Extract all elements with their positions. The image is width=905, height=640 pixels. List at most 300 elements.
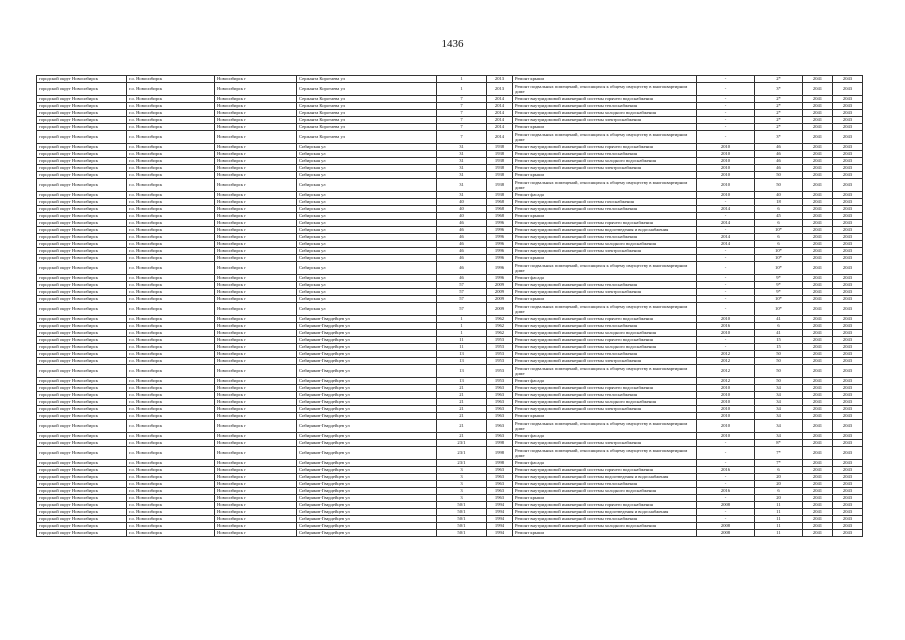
last-repair-year-cell: - (697, 255, 755, 262)
district-cell: г.о. Новосибирск (127, 474, 215, 481)
street-cell: Сибиряков-Гвардейцев ул (297, 467, 437, 474)
street-cell: Сибиряков-Гвардейцев ул (297, 385, 437, 392)
table-row (37, 365, 863, 378)
city-cell: Новосибирск г (215, 392, 297, 399)
build-year-cell: 1963 (487, 399, 513, 406)
build-year-cell: 1994 (487, 530, 513, 537)
house-number-cell: 31 (437, 144, 487, 151)
last-repair-year-cell: - (697, 199, 755, 206)
municipality-cell: городской округ Новосибирск (37, 165, 127, 172)
city-cell: Новосибирск г (215, 447, 297, 460)
last-repair-year-cell: 2008 (697, 502, 755, 509)
work-type-cell: Ремонт внутридомовой инженерной системы холодного водоснабжения (513, 330, 697, 337)
build-year-cell: 2014 (487, 131, 513, 144)
work-type-cell: Ремонт подвальных помещений, относящихся к общему имуществу в многоквартирном доме (513, 179, 697, 192)
table-row (37, 440, 863, 447)
street-cell: Сибиряков-Гвардейцев ул (297, 344, 437, 351)
house-number-cell: 46 (437, 262, 487, 275)
house-number-cell: 57 (437, 296, 487, 303)
last-repair-year-cell: - (697, 289, 755, 296)
plan-start-cell: 2041 (803, 385, 833, 392)
plan-end-cell: 2043 (833, 365, 863, 378)
work-type-cell: Ремонт внутридомовой инженерной системы теплоснабжения (513, 481, 697, 488)
work-type-cell: Ремонт внутридомовой инженерной системы водоотведения и водоснабжения (513, 509, 697, 516)
wear-percent-cell: 20 (755, 481, 803, 488)
city-cell: Новосибирск г (215, 467, 297, 474)
street-cell: Сибиряков-Гвардейцев ул (297, 433, 437, 440)
street-cell: Сибирская ул (297, 303, 437, 316)
house-number-cell: 50/1 (437, 502, 487, 509)
city-cell: Новосибирск г (215, 530, 297, 537)
plan-start-cell: 2041 (803, 358, 833, 365)
last-repair-year-cell: 2010 (697, 192, 755, 199)
municipality-cell: городской округ Новосибирск (37, 509, 127, 516)
last-repair-year-cell: 2016 (697, 488, 755, 495)
build-year-cell: 1938 (487, 172, 513, 179)
table-row (37, 399, 863, 406)
plan-start-cell: 2041 (803, 330, 833, 337)
plan-start-cell: 2041 (803, 199, 833, 206)
table-row (37, 495, 863, 502)
house-number-cell: 40 (437, 213, 487, 220)
plan-start-cell: 2041 (803, 433, 833, 440)
last-repair-year-cell: 2010 (697, 165, 755, 172)
city-cell: Новосибирск г (215, 351, 297, 358)
city-cell: Новосибирск г (215, 282, 297, 289)
municipality-cell: городской округ Новосибирск (37, 296, 127, 303)
last-repair-year-cell: - (697, 275, 755, 282)
last-repair-year-cell: 2010 (697, 172, 755, 179)
table-row (37, 151, 863, 158)
wear-percent-cell: 46 (755, 144, 803, 151)
table-row (37, 248, 863, 255)
house-number-cell: 31 (437, 158, 487, 165)
city-cell: Новосибирск г (215, 303, 297, 316)
wear-percent-cell: 11 (755, 516, 803, 523)
last-repair-year-cell: 2014 (697, 234, 755, 241)
street-cell: Сибиряков-Гвардейцев ул (297, 495, 437, 502)
house-number-cell: 21 (437, 406, 487, 413)
city-cell: Новосибирск г (215, 420, 297, 433)
plan-end-cell: 2043 (833, 103, 863, 110)
street-cell: Сибиряков-Гвардейцев ул (297, 413, 437, 420)
wear-percent-cell: 6 (755, 488, 803, 495)
municipality-cell: городской округ Новосибирск (37, 378, 127, 385)
municipality-cell: городской округ Новосибирск (37, 516, 127, 523)
house-number-cell: 11 (437, 344, 487, 351)
build-year-cell: 2014 (487, 117, 513, 124)
table-row (37, 96, 863, 103)
build-year-cell: 1994 (487, 509, 513, 516)
build-year-cell: 1998 (487, 447, 513, 460)
work-type-cell: Ремонт внутридомовой инженерной системы горячего водоснабжения (513, 144, 697, 151)
plan-start-cell: 2041 (803, 96, 833, 103)
municipality-cell: городской округ Новосибирск (37, 241, 127, 248)
last-repair-year-cell: 2010 (697, 151, 755, 158)
table-row (37, 199, 863, 206)
house-number-cell: 31 (437, 172, 487, 179)
last-repair-year-cell: - (697, 96, 755, 103)
last-repair-year-cell: - (697, 213, 755, 220)
street-cell: Сибирская ул (297, 179, 437, 192)
wear-percent-cell: 9* (755, 282, 803, 289)
build-year-cell: 1938 (487, 158, 513, 165)
district-cell: г.о. Новосибирск (127, 351, 215, 358)
work-type-cell: Ремонт внутридомовой инженерной системы электроснабжения (513, 117, 697, 124)
table-row (37, 413, 863, 420)
table-row (37, 420, 863, 433)
city-cell: Новосибирск г (215, 213, 297, 220)
district-cell: г.о. Новосибирск (127, 199, 215, 206)
plan-end-cell: 2043 (833, 289, 863, 296)
street-cell: Сержанта Коротаева ул (297, 110, 437, 117)
build-year-cell: 1938 (487, 179, 513, 192)
municipality-cell: городской округ Новосибирск (37, 275, 127, 282)
wear-percent-cell: 41 (755, 316, 803, 323)
wear-percent-cell: 20 (755, 474, 803, 481)
street-cell: Сержанта Коротаева ул (297, 117, 437, 124)
plan-start-cell: 2041 (803, 220, 833, 227)
house-number-cell: 7 (437, 131, 487, 144)
city-cell: Новосибирск г (215, 83, 297, 96)
district-cell: г.о. Новосибирск (127, 303, 215, 316)
street-cell: Сержанта Коротаева ул (297, 131, 437, 144)
wear-percent-cell: 34 (755, 406, 803, 413)
district-cell: г.о. Новосибирск (127, 76, 215, 83)
last-repair-year-cell: - (697, 83, 755, 96)
plan-end-cell: 2043 (833, 488, 863, 495)
plan-end-cell: 2043 (833, 447, 863, 460)
table-row (37, 234, 863, 241)
table-row (37, 330, 863, 337)
table-row (37, 358, 863, 365)
work-type-cell: Ремонт внутридомовой инженерной системы горячего водоснабжения (513, 502, 697, 509)
house-number-cell: 46 (437, 275, 487, 282)
city-cell: Новосибирск г (215, 289, 297, 296)
build-year-cell: 1953 (487, 351, 513, 358)
district-cell: г.о. Новосибирск (127, 337, 215, 344)
street-cell: Сибиряков-Гвардейцев ул (297, 481, 437, 488)
last-repair-year-cell: - (697, 76, 755, 83)
plan-start-cell: 2041 (803, 392, 833, 399)
build-year-cell: 1962 (487, 330, 513, 337)
municipality-cell: городской округ Новосибирск (37, 179, 127, 192)
table-row (37, 474, 863, 481)
city-cell: Новосибирск г (215, 502, 297, 509)
plan-start-cell: 2041 (803, 248, 833, 255)
plan-start-cell: 2041 (803, 378, 833, 385)
district-cell: г.о. Новосибирск (127, 282, 215, 289)
municipality-cell: городской округ Новосибирск (37, 192, 127, 199)
last-repair-year-cell: 2014 (697, 220, 755, 227)
plan-end-cell: 2043 (833, 192, 863, 199)
plan-start-cell: 2041 (803, 165, 833, 172)
district-cell: г.о. Новосибирск (127, 365, 215, 378)
work-type-cell: Ремонт внутридомовой инженерной системы теплоснабжения (513, 282, 697, 289)
last-repair-year-cell: - (697, 303, 755, 316)
district-cell: г.о. Новосибирск (127, 358, 215, 365)
plan-end-cell: 2043 (833, 303, 863, 316)
plan-end-cell: 2043 (833, 158, 863, 165)
street-cell: Сибирская ул (297, 165, 437, 172)
work-type-cell: Ремонт внутридомовой инженерной системы теплоснабжения (513, 351, 697, 358)
house-number-cell: 1 (437, 316, 487, 323)
wear-percent-cell: 10* (755, 248, 803, 255)
last-repair-year-cell: 2010 (697, 316, 755, 323)
last-repair-year-cell: - (697, 460, 755, 467)
plan-end-cell: 2043 (833, 420, 863, 433)
build-year-cell: 1963 (487, 474, 513, 481)
city-cell: Новосибирск г (215, 516, 297, 523)
city-cell: Новосибирск г (215, 144, 297, 151)
table-row (37, 516, 863, 523)
city-cell: Новосибирск г (215, 365, 297, 378)
build-year-cell: 1998 (487, 440, 513, 447)
plan-start-cell: 2041 (803, 158, 833, 165)
wear-percent-cell: 11 (755, 502, 803, 509)
plan-start-cell: 2041 (803, 460, 833, 467)
table-row (37, 385, 863, 392)
last-repair-year-cell: 2010 (697, 144, 755, 151)
build-year-cell: 1998 (487, 460, 513, 467)
work-type-cell: Ремонт крыши (513, 76, 697, 83)
city-cell: Новосибирск г (215, 96, 297, 103)
street-cell: Сибирская ул (297, 144, 437, 151)
plan-start-cell: 2041 (803, 509, 833, 516)
street-cell: Сибирская ул (297, 241, 437, 248)
work-type-cell: Ремонт внутридомовой инженерной системы горячего водоснабжения (513, 385, 697, 392)
plan-end-cell: 2043 (833, 330, 863, 337)
plan-end-cell: 2043 (833, 440, 863, 447)
last-repair-year-cell: - (697, 227, 755, 234)
house-number-cell: 57 (437, 282, 487, 289)
plan-start-cell: 2041 (803, 289, 833, 296)
table-row (37, 316, 863, 323)
wear-percent-cell: 50 (755, 378, 803, 385)
plan-end-cell: 2043 (833, 117, 863, 124)
plan-start-cell: 2041 (803, 110, 833, 117)
plan-end-cell: 2043 (833, 358, 863, 365)
last-repair-year-cell: 2010 (697, 433, 755, 440)
municipality-cell: городской округ Новосибирск (37, 248, 127, 255)
table-row (37, 378, 863, 385)
work-type-cell: Ремонт внутридомовой инженерной системы водоотведения и водоснабжения (513, 474, 697, 481)
wear-percent-cell: 6 (755, 241, 803, 248)
plan-end-cell: 2043 (833, 110, 863, 117)
street-cell: Сибирская ул (297, 227, 437, 234)
street-cell: Сибиряков-Гвардейцев ул (297, 323, 437, 330)
municipality-cell: городской округ Новосибирск (37, 199, 127, 206)
municipality-cell: городской округ Новосибирск (37, 255, 127, 262)
table-row (37, 255, 863, 262)
district-cell: г.о. Новосибирск (127, 192, 215, 199)
house-number-cell: 31 (437, 192, 487, 199)
street-cell: Сибирская ул (297, 172, 437, 179)
wear-percent-cell: 18 (755, 199, 803, 206)
district-cell: г.о. Новосибирск (127, 117, 215, 124)
work-type-cell: Ремонт внутридомовой инженерной системы горячего водоснабжения (513, 96, 697, 103)
work-type-cell: Ремонт подвальных помещений, относящихся к общему имуществу в многоквартирном доме (513, 262, 697, 275)
build-year-cell: 1963 (487, 433, 513, 440)
plan-start-cell: 2041 (803, 76, 833, 83)
last-repair-year-cell: - (697, 344, 755, 351)
house-number-cell: 50/1 (437, 516, 487, 523)
municipality-cell: городской округ Новосибирск (37, 447, 127, 460)
street-cell: Сибиряков-Гвардейцев ул (297, 488, 437, 495)
build-year-cell: 2014 (487, 103, 513, 110)
plan-start-cell: 2041 (803, 172, 833, 179)
district-cell: г.о. Новосибирск (127, 481, 215, 488)
house-number-cell: 7 (437, 124, 487, 131)
plan-start-cell: 2041 (803, 523, 833, 530)
plan-end-cell: 2043 (833, 248, 863, 255)
work-type-cell: Ремонт внутридомовой инженерной системы холодного водоснабжения (513, 241, 697, 248)
plan-start-cell: 2041 (803, 151, 833, 158)
city-cell: Новосибирск г (215, 117, 297, 124)
district-cell: г.о. Новосибирск (127, 220, 215, 227)
street-cell: Сибиряков-Гвардейцев ул (297, 358, 437, 365)
table-row (37, 351, 863, 358)
plan-end-cell: 2043 (833, 151, 863, 158)
work-type-cell: Ремонт внутридомовой инженерной системы теплоснабжения (513, 323, 697, 330)
wear-percent-cell: 2* (755, 117, 803, 124)
plan-start-cell: 2041 (803, 481, 833, 488)
build-year-cell: 1996 (487, 227, 513, 234)
district-cell: г.о. Новосибирск (127, 495, 215, 502)
plan-end-cell: 2043 (833, 530, 863, 537)
table-row (37, 262, 863, 275)
street-cell: Сибиряков-Гвардейцев ул (297, 392, 437, 399)
work-type-cell: Ремонт подвальных помещений, относящихся к общему имуществу в многоквартирном доме (513, 420, 697, 433)
house-number-cell: 23/1 (437, 440, 487, 447)
wear-percent-cell: 2* (755, 76, 803, 83)
build-year-cell: 2014 (487, 124, 513, 131)
wear-percent-cell: 10* (755, 255, 803, 262)
table-row (37, 467, 863, 474)
plan-end-cell: 2043 (833, 296, 863, 303)
table-row (37, 241, 863, 248)
plan-end-cell: 2043 (833, 172, 863, 179)
district-cell: г.о. Новосибирск (127, 509, 215, 516)
municipality-cell: городской округ Новосибирск (37, 481, 127, 488)
wear-percent-cell: 11 (755, 523, 803, 530)
last-repair-year-cell: - (697, 282, 755, 289)
municipality-cell: городской округ Новосибирск (37, 467, 127, 474)
table-row (37, 481, 863, 488)
wear-percent-cell: 20 (755, 495, 803, 502)
house-number-cell: 50/1 (437, 530, 487, 537)
plan-start-cell: 2041 (803, 365, 833, 378)
plan-start-cell: 2041 (803, 495, 833, 502)
last-repair-year-cell: 2012 (697, 378, 755, 385)
house-number-cell: 50/1 (437, 509, 487, 516)
plan-end-cell: 2043 (833, 316, 863, 323)
wear-percent-cell: 10* (755, 296, 803, 303)
table-row (37, 172, 863, 179)
build-year-cell: 2013 (487, 83, 513, 96)
plan-end-cell: 2043 (833, 262, 863, 275)
plan-start-cell: 2041 (803, 467, 833, 474)
city-cell: Новосибирск г (215, 399, 297, 406)
work-type-cell: Ремонт внутридомовой инженерной системы теплоснабжения (513, 392, 697, 399)
work-type-cell: Ремонт внутридомовой инженерной системы электроснабжения (513, 289, 697, 296)
municipality-cell: городской округ Новосибирск (37, 392, 127, 399)
wear-percent-cell: 6 (755, 323, 803, 330)
build-year-cell: 1994 (487, 516, 513, 523)
plan-start-cell: 2041 (803, 516, 833, 523)
plan-end-cell: 2043 (833, 337, 863, 344)
street-cell: Сибиряков-Гвардейцев ул (297, 316, 437, 323)
municipality-cell: городской округ Новосибирск (37, 440, 127, 447)
build-year-cell: 1963 (487, 495, 513, 502)
municipality-cell: городской округ Новосибирск (37, 399, 127, 406)
city-cell: Новосибирск г (215, 523, 297, 530)
plan-end-cell: 2043 (833, 213, 863, 220)
street-cell: Сибирская ул (297, 220, 437, 227)
house-number-cell: 3 (437, 488, 487, 495)
wear-percent-cell: 34 (755, 392, 803, 399)
table-row (37, 523, 863, 530)
table-row (37, 144, 863, 151)
plan-end-cell: 2043 (833, 406, 863, 413)
plan-start-cell: 2041 (803, 262, 833, 275)
city-cell: Новосибирск г (215, 474, 297, 481)
street-cell: Сибирская ул (297, 289, 437, 296)
city-cell: Новосибирск г (215, 337, 297, 344)
street-cell: Сержанта Коротаева ул (297, 96, 437, 103)
plan-end-cell: 2043 (833, 241, 863, 248)
house-number-cell: 40 (437, 199, 487, 206)
street-cell: Сибиряков-Гвардейцев ул (297, 399, 437, 406)
table-row (37, 213, 863, 220)
table-row (37, 206, 863, 213)
house-number-cell: 7 (437, 117, 487, 124)
house-number-cell: 21 (437, 399, 487, 406)
district-cell: г.о. Новосибирск (127, 289, 215, 296)
build-year-cell: 1996 (487, 241, 513, 248)
last-repair-year-cell: - (697, 262, 755, 275)
district-cell: г.о. Новосибирск (127, 330, 215, 337)
last-repair-year-cell: 2012 (697, 358, 755, 365)
table-row (37, 303, 863, 316)
city-cell: Новосибирск г (215, 110, 297, 117)
plan-end-cell: 2043 (833, 282, 863, 289)
city-cell: Новосибирск г (215, 192, 297, 199)
table-body (37, 76, 863, 537)
wear-percent-cell: 34 (755, 420, 803, 433)
street-cell: Сибиряков-Гвардейцев ул (297, 502, 437, 509)
district-cell: г.о. Новосибирск (127, 344, 215, 351)
municipality-cell: городской округ Новосибирск (37, 303, 127, 316)
district-cell: г.о. Новосибирск (127, 523, 215, 530)
last-repair-year-cell: 2012 (697, 365, 755, 378)
plan-start-cell: 2041 (803, 351, 833, 358)
build-year-cell: 2013 (487, 76, 513, 83)
municipality-cell: городской округ Новосибирск (37, 206, 127, 213)
plan-start-cell: 2041 (803, 241, 833, 248)
work-type-cell: Ремонт крыши (513, 172, 697, 179)
wear-percent-cell: 2* (755, 124, 803, 131)
build-year-cell: 1963 (487, 413, 513, 420)
municipality-cell: городской округ Новосибирск (37, 488, 127, 495)
build-year-cell: 2014 (487, 110, 513, 117)
plan-end-cell: 2043 (833, 144, 863, 151)
district-cell: г.о. Новосибирск (127, 248, 215, 255)
work-type-cell: Ремонт внутридомовой инженерной системы теплоснабжения (513, 103, 697, 110)
municipality-cell: городской округ Новосибирск (37, 282, 127, 289)
wear-percent-cell: 10* (755, 262, 803, 275)
build-year-cell: 1996 (487, 234, 513, 241)
